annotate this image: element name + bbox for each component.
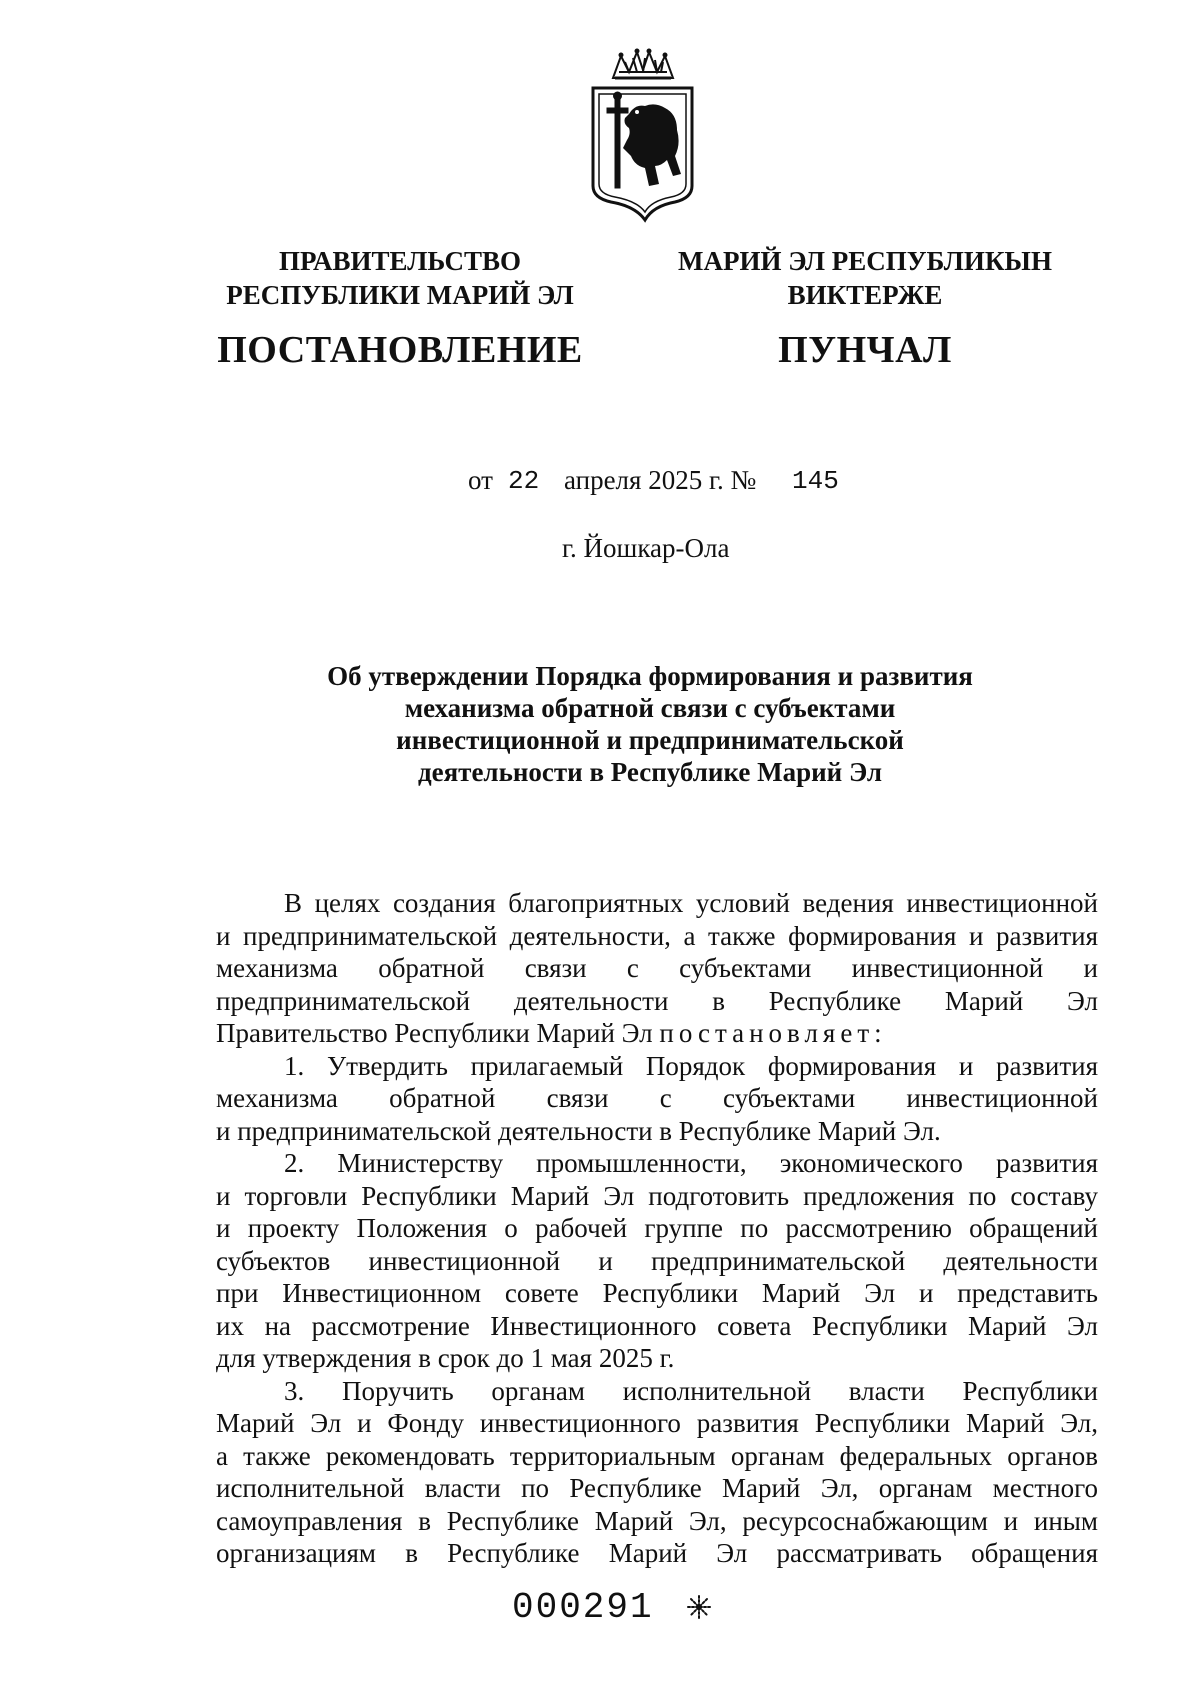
body-line: самоуправления в Республике Марий Эл, ресурсоснабжающим и иным [216, 1505, 1098, 1536]
body-line: предпринимательской деятельности в Республике Марий Эл [216, 985, 1098, 1016]
title-line: Об утверждении Порядка формирования и развития [327, 661, 973, 691]
body-line: при Инвестиционном совете Республики Марий Эл и представить [216, 1278, 1098, 1308]
asterisk-icon [686, 1594, 712, 1620]
resolves-word: постановляет: [659, 1018, 887, 1048]
body-line: В целях создания благоприятных условий ведения инвестиционной [284, 888, 1098, 918]
title-line: механизма обратной связи с субъектами [404, 693, 896, 723]
body-line: и предпринимательской деятельности, а также формирования и развития [216, 920, 1098, 951]
issuer-name-mari-line1: МАРИЙ ЭЛ РЕСПУБЛИКЫН [678, 246, 1052, 276]
coat-of-arms-emblem [585, 48, 700, 226]
document-title [200, 660, 1100, 788]
document-body [216, 887, 1098, 1570]
city-name: г. Йошкар-Ола [562, 533, 730, 563]
document-number: 145 [792, 466, 839, 496]
document-type-russian: ПОСТАНОВЛЕНИЕ [217, 329, 583, 371]
body-line: Марий Эл и Фонду инвестиционного развития Республики Марий Эл, [216, 1408, 1098, 1438]
body-line: организациям в Республике Марий Эл рассматривать обращения [216, 1538, 1098, 1568]
issuer-name-russian-line2: РЕСПУБЛИКИ МАРИЙ ЭЛ [226, 280, 574, 310]
form-serial-number: 000291 [512, 1587, 654, 1628]
issuer-name-russian-line1: ПРАВИТЕЛЬСТВО [278, 246, 522, 276]
body-line: и торговли Республики Марий Эл подготовить предложения по составу [216, 1180, 1098, 1211]
body-line [216, 1017, 1098, 1050]
body-line: механизма обратной связи с субъектами инвестиционной [216, 1083, 1098, 1113]
date-prefix: от [468, 465, 493, 495]
title-line: деятельности в Республике Марий Эл [417, 757, 883, 787]
body-line: для утверждения в срок до 1 мая 2025 г. [216, 1343, 675, 1373]
body-line: 2. Министерству промышленности, экономического развития [284, 1148, 1098, 1178]
body-line: и проекту Положения о рабочей группе по рассмотрению обращений [216, 1213, 1098, 1243]
body-line: 1. Утвердить прилагаемый Порядок формирования и развития [284, 1050, 1098, 1081]
body-line: исполнительной власти по Республике Марий Эл, органам местного [216, 1473, 1098, 1503]
preamble-last-text: Правительство Республики Марий Эл [216, 1018, 660, 1048]
body-line: механизма обратной связи с субъектами инвестиционной и [216, 953, 1098, 983]
date-month-year: апреля 2025 г. № [564, 465, 757, 495]
body-line: а также рекомендовать территориальным органам федеральных органов [216, 1440, 1098, 1471]
date-day: 22 [508, 466, 540, 496]
body-line: и предпринимательской деятельности в Республике Марий Эл. [216, 1115, 941, 1146]
body-line: субъектов инвестиционной и предпринимательской деятельности [216, 1245, 1098, 1276]
body-line: их на рассмотрение Инвестиционного совета Республики Марий Эл [216, 1310, 1098, 1341]
body-line: 3. Поручить органам исполнительной власти Республики [284, 1375, 1098, 1406]
document-type-mari: ПУНЧАЛ [778, 329, 952, 371]
issuer-name-mari-line2: ВИКТЕРЖЕ [787, 280, 943, 310]
title-line: инвестиционной и предпринимательской [396, 725, 904, 755]
